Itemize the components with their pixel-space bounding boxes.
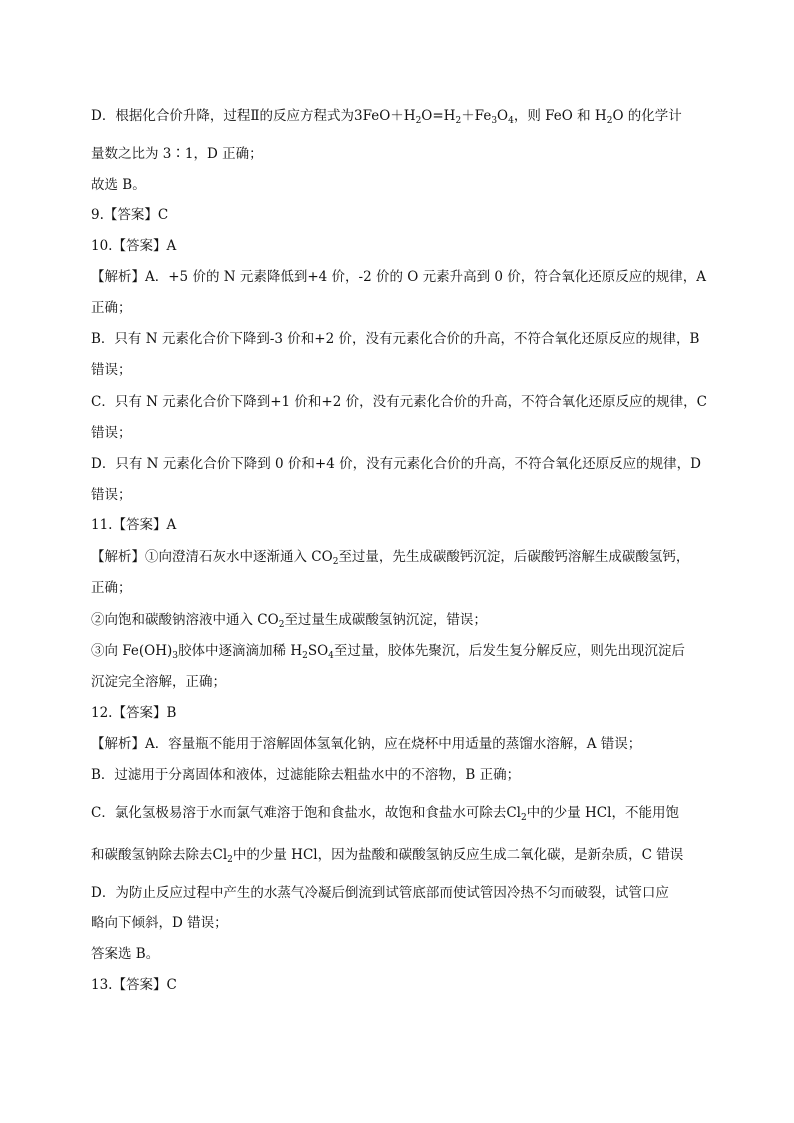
answer-heading: 10.【答案】A [91, 238, 177, 254]
text-line: 略向下倾斜，D 错误； [91, 915, 228, 931]
text-line: 故选 B。 [91, 177, 146, 193]
text-line: C．只有 N 元素化合价下降到+1 价和+2 价，没有元素化合价的升高，不符合氧化还原反应的规律，C [91, 394, 707, 410]
text-line: 【解析】A．容量瓶不能用于溶解固体氢氧化钠，应在烧杯中用适量的蒸馏水溶解，A 错误； [91, 736, 642, 752]
text-line: 正确； [91, 580, 132, 596]
text-line: 量数之比为 3∶1，D 正确； [91, 146, 263, 162]
text-line: B．过滤用于分离固体和液体，过滤能除去粗盐水中的不溶物，B 正确； [91, 767, 521, 783]
text-line: C．氯化氢极易溶于水而氯气难溶于饱和食盐水，故饱和食盐水可除去$Cl_2$中的少量 HCl，不能用饱 [91, 805, 679, 823]
text-line: 【解析】①向澄清石灰水中逐渐通入 $CO_2$至过量，先生成碳酸钙沉淀，后碳酸钙溶解生成碳酸氢钙， [91, 549, 690, 567]
text-line: B．只有 N 元素化合价下降到-3 价和+2 价，没有元素化合价的升高，不符合氧化还原反应的规律，B [91, 331, 700, 347]
text-line: 错误； [91, 425, 132, 441]
text-line: D．只有 N 元素化合价下降到 0 价和+4 价，没有元素化合价的升高，不符合氧化还原反应的规律，D [91, 456, 701, 472]
text-line: D．为防止反应过程中产生的水蒸气冷凝后倒流到试管底部而使试管因冷热不匀而破裂，试管口应 [91, 885, 669, 901]
text-line: D．根据化合价升降，过程Ⅱ的反应方程式为$3FeO+H_2O=H_2+Fe_3O_4$，则 FeO 和 $H_2O$ 的化学计 [91, 108, 682, 126]
text-line: ③向 $Fe(OH)_3$胶体中逐滴滴加稀 $H_2SO_4$至过量，胶体先聚沉，后发生复分解反应，则先出现沉淀后 [91, 643, 685, 661]
answer-heading: 11.【答案】A [91, 517, 177, 533]
answer-heading: 9.【答案】C [91, 207, 169, 223]
text-line: 沉淀完全溶解，正确； [91, 674, 226, 690]
text-line: 【解析】A．+5 价的 N 元素降低到+4 价，-2 价的 O 元素升高到 0 价，符合氧化还原反应的规律，A [91, 269, 707, 285]
answer-heading: 12.【答案】B [91, 705, 177, 721]
answer-heading: 13.【答案】C [91, 977, 177, 993]
text-line: 错误； [91, 362, 132, 378]
text-line: 和碳酸氢钠除去除去$Cl_2$中的少量 HCl，因为盐酸和碳酸氢钠反应生成二氧化碳，是新杂质，C 错误 [91, 847, 684, 865]
text-line: 错误； [91, 487, 132, 503]
text-line: 答案选 B。 [91, 946, 160, 962]
text-line: ②向饱和碳酸钠溶液中通入 $CO_2$至过量生成碳酸氢钠沉淀，错误； [91, 612, 487, 630]
text-line: 正确； [91, 300, 132, 316]
